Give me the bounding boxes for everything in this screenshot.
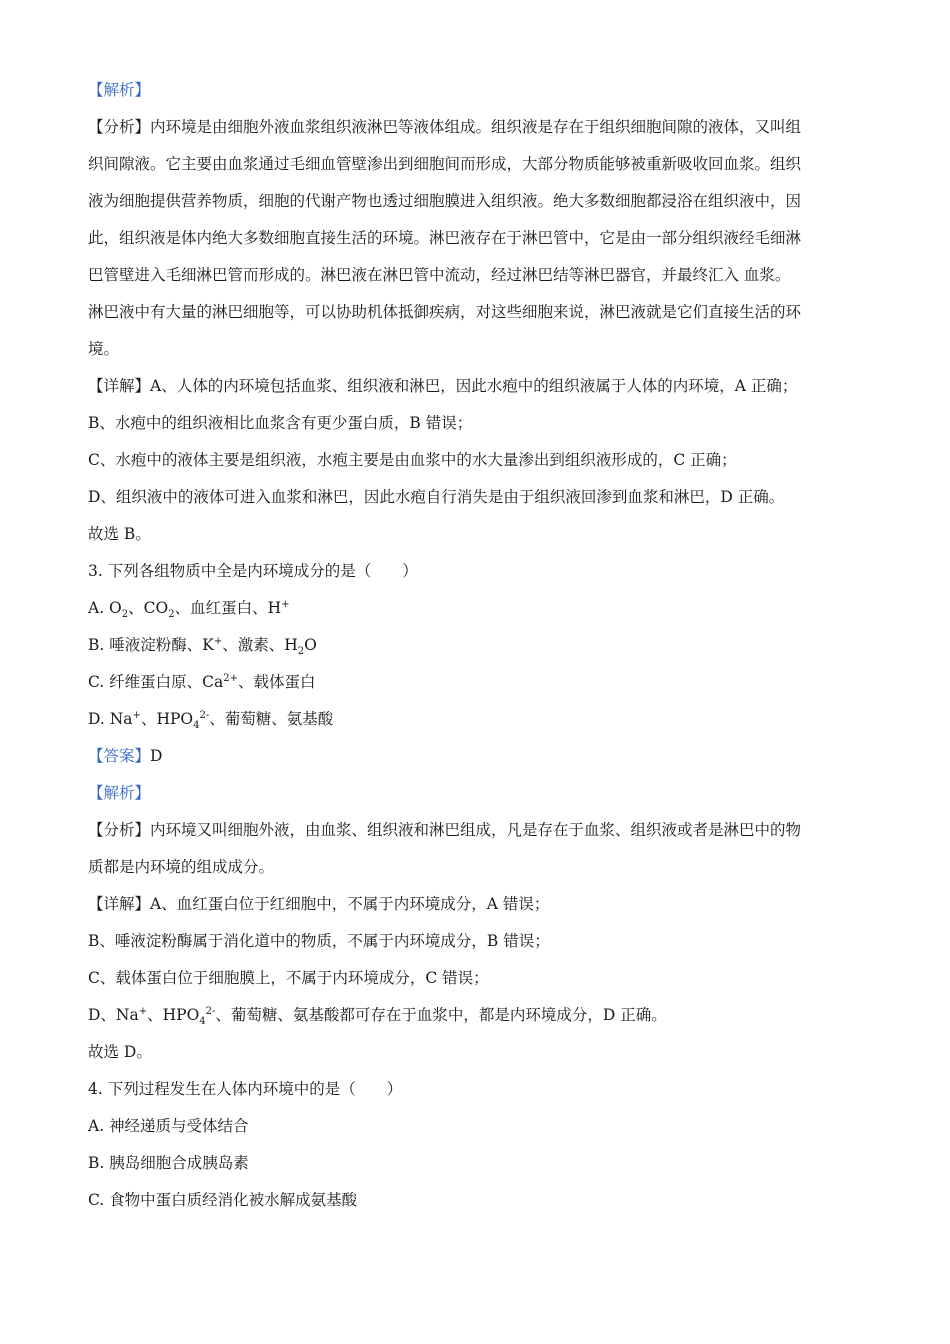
q4-stem: 4. 下列过程发生在人体内环境中的是（ ） <box>88 1080 403 1098</box>
q3-answer-label: 【答案】 <box>88 747 151 765</box>
q2-fenxi-line-7: 境。 <box>88 340 120 358</box>
q3-conclusion: 故选 D。 <box>88 1043 152 1061</box>
q3-xiangjie-b: B、唾液淀粉酶属于消化道中的物质，不属于内环境成分，B 错误； <box>88 932 550 950</box>
q3-option-b: B. 唾液淀粉酶、K+、激素、$H_2O$ <box>88 635 317 658</box>
q2-fenxi-line-2: 织间隙液。它主要由血浆通过毛细血管壁渗出到细胞间而形成，大部分物质能够被重新吸收回血浆。组织 <box>88 155 802 173</box>
q2-fenxi-paragraph <box>88 109 868 368</box>
q2-conclusion: 故选 B。 <box>88 525 151 543</box>
q2-fenxi-line-1: 内环境是由细胞外液血浆组织液淋巴等液体组成。组织液是存在于组织细胞间隙的液体，又叫组 <box>150 118 802 136</box>
q3-fenxi-label: 【分析】 <box>88 821 151 839</box>
q3-xiangjie-c: C、载体蛋白位于细胞膜上，不属于内环境成分，C 错误； <box>88 969 489 987</box>
q2-jiexi-heading: 【解析】 <box>88 81 151 99</box>
q2-fenxi-line-4: 此，组织液是体内绝大多数细胞直接生活的环境。淋巴液存在于淋巴管中，它是由一部分组织液经毛细淋 <box>88 229 802 247</box>
q3-xiangjie-label: 【详解】 <box>88 895 151 913</box>
q3-option-c: C. 纤维蛋白原、$Ca^{2+}$、载体蛋白 <box>88 672 316 691</box>
q2-xiangjie-b: B、水疱中的组织液相比血浆含有更少蛋白质，B 错误； <box>88 414 473 432</box>
q3-xiangjie-a: A、血红蛋白位于红细胞中，不属于内环境成分，A 错误； <box>150 895 550 913</box>
q3-option-a: A. $O_2$、$CO_2$、血红蛋白、H+ <box>88 598 290 621</box>
q3-option-d: D. Na+、$HPO_4^{2-}$、葡萄糖、氨基酸 <box>88 709 334 732</box>
document-content <box>88 72 868 1219</box>
q3-stem: 3. 下列各组物质中全是内环境成分的是（ ） <box>88 562 418 580</box>
q2-xiangjie-d: D、组织液中的液体可进入血浆和淋巴，因此水疱自行消失是由于组织液回渗到血浆和淋巴，D 正确。 <box>88 488 785 506</box>
q4-option-c: C. 食物中蛋白质经消化被水解成氨基酸 <box>88 1191 358 1209</box>
q3-fenxi-line-1: 内环境又叫细胞外液，由血浆、组织液和淋巴组成，凡是存在于血浆、组织液或者是淋巴中的物 <box>150 821 802 839</box>
q2-fenxi-line-5: 巴管壁进入毛细淋巴管而形成的。淋巴液在淋巴管中流动，经过淋巴结等淋巴器官，并最终汇入 血浆。 <box>88 266 791 284</box>
q3-xiangjie-d: D、Na+、$HPO_4^{2-}$、葡萄糖、氨基酸都可存在于血浆中，都是内环境成分，D 正确。 <box>88 1005 667 1028</box>
q2-fenxi-label: 【分析】 <box>88 118 151 136</box>
q2-xiangjie-a: A、人体的内环境包括血浆、组织液和淋巴，因此水疱中的组织液属于人体的内环境，A 正确； <box>150 377 798 395</box>
q4-option-b: B. 胰岛细胞合成胰岛素 <box>88 1154 249 1172</box>
q3-jiexi-heading: 【解析】 <box>88 784 151 802</box>
q2-fenxi-line-3: 液为细胞提供营养物质，细胞的代谢产物也透过细胞膜进入组织液。绝大多数细胞都浸浴在组织液中，因 <box>88 192 802 210</box>
q2-fenxi-line-6: 淋巴液中有大量的淋巴细胞等，可以协助机体抵御疾病，对这些细胞来说，淋巴液就是它们直接生活的环 <box>88 303 802 321</box>
q2-xiangjie-label: 【详解】 <box>88 377 151 395</box>
q4-option-a: A. 神经递质与受体结合 <box>88 1117 249 1135</box>
q3-answer-value: D <box>150 747 163 765</box>
q3-fenxi-line-2: 质都是内环境的组成成分。 <box>88 858 275 876</box>
q2-xiangjie-c: C、水疱中的液体主要是组织液，水疱主要是由血浆中的水大量渗出到组织液形成的，C 正确； <box>88 451 737 469</box>
